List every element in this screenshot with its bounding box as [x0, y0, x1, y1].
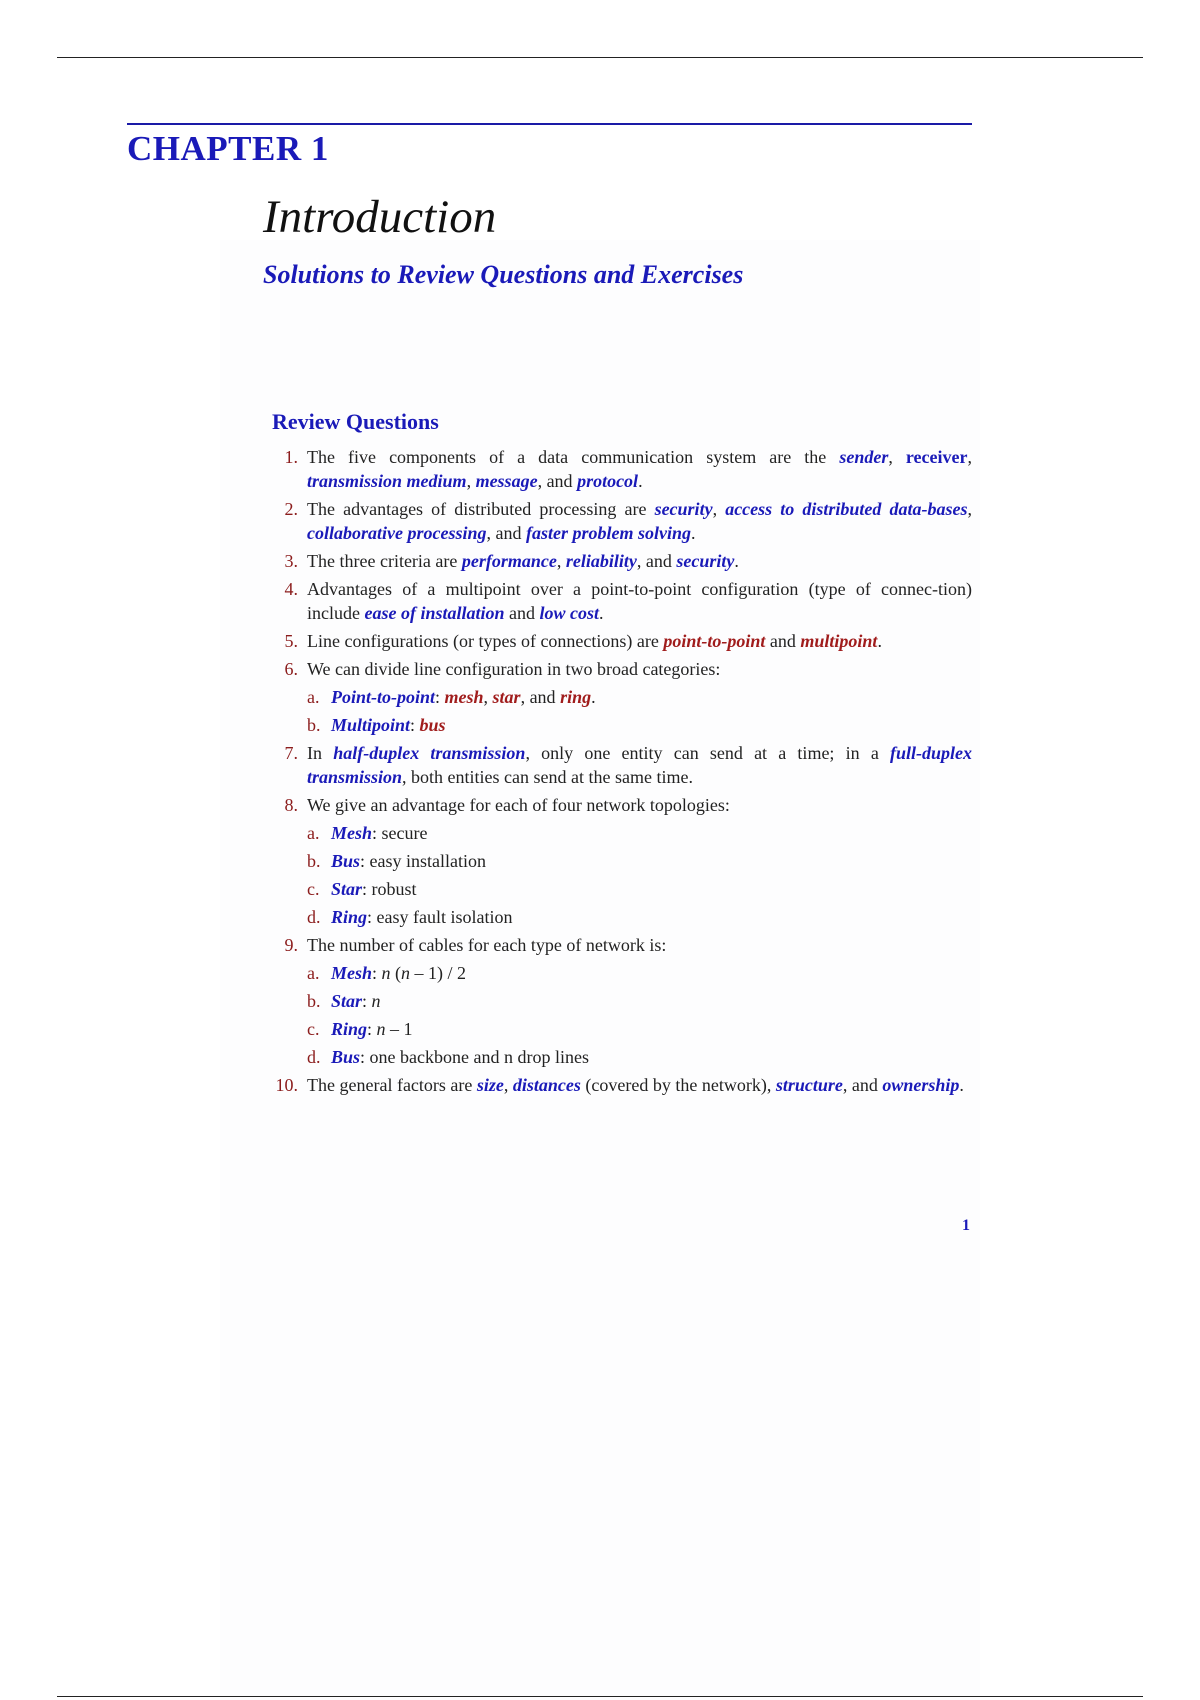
- text-run: , and: [636, 551, 677, 571]
- chapter-rule: [127, 123, 972, 125]
- term-mesh: Mesh: [331, 823, 373, 843]
- text-run: We give an advantage for each of four network topologies:: [307, 795, 730, 815]
- term-reliability: reliability: [565, 551, 637, 571]
- text-run: , and: [842, 1075, 883, 1095]
- text-run: – 1: [385, 1019, 413, 1039]
- question-text: [307, 933, 972, 957]
- text-run: (covered by the network),: [580, 1075, 776, 1095]
- text-run: In: [307, 743, 334, 763]
- sub-item: [272, 685, 972, 709]
- term-ownership: ownership: [882, 1075, 960, 1095]
- text-run: ,: [503, 1075, 513, 1095]
- term-sender: sender: [839, 447, 889, 467]
- sub-item-letter: c.: [307, 1019, 320, 1039]
- text-run: : secure: [372, 823, 428, 843]
- text-run: , and: [537, 471, 578, 491]
- question-item: [272, 741, 972, 789]
- question-item: [272, 445, 972, 493]
- question-text: [307, 629, 972, 653]
- text-run: The general factors are: [307, 1075, 477, 1095]
- term-performance: performance: [461, 551, 557, 571]
- question-text: [307, 445, 972, 493]
- text-run: : robust: [362, 879, 417, 899]
- question-text: [307, 549, 972, 573]
- question-item: [272, 629, 972, 653]
- text-run: and: [765, 631, 801, 651]
- term-structure: structure: [775, 1075, 843, 1095]
- term-collaborative-processing: collaborative processing: [307, 523, 487, 543]
- text-run: The number of cables for each type of network is:: [307, 935, 667, 955]
- text-run: – 1) / 2: [410, 963, 467, 983]
- question-item: [272, 793, 972, 817]
- sub-item-letter: b.: [307, 851, 321, 871]
- question-text: [307, 657, 972, 681]
- text-run: :: [410, 715, 420, 735]
- text-run: The five components of a data communication system are the: [307, 447, 840, 467]
- page-bottom-rule: [57, 1696, 1143, 1697]
- term-bus: bus: [419, 715, 446, 735]
- question-number: 7.: [284, 743, 298, 763]
- question-number: 3.: [284, 551, 298, 571]
- question-item: [272, 577, 972, 625]
- question-number: 10.: [275, 1075, 298, 1095]
- text-run: , and: [520, 687, 561, 707]
- term-ring: Ring: [331, 907, 368, 927]
- math-variable: n: [381, 963, 391, 983]
- sub-item-letter: a.: [307, 963, 320, 983]
- text-run: .: [734, 551, 739, 571]
- text-run: Line configurations (or types of connections) are: [307, 631, 664, 651]
- text-run: Advantages of a multipoint over a point-to-point configuration (type of connec-tion) include: [307, 579, 972, 623]
- chapter-subtitle: Solutions to Review Questions and Exercises: [263, 260, 744, 289]
- text-run: .: [599, 603, 604, 623]
- text-run: : easy installation: [360, 851, 487, 871]
- text-run: .: [959, 1075, 964, 1095]
- term-access-to-distributed-databases: access to distributed data-bases: [725, 499, 968, 519]
- section-heading: Review Questions: [272, 409, 439, 434]
- term-bus: Bus: [331, 851, 361, 871]
- sub-item: [272, 849, 972, 873]
- text-run: .: [690, 523, 696, 543]
- text-run: The advantages of distributed processing are: [307, 499, 655, 519]
- term-star: star: [492, 687, 521, 707]
- term-low-cost: low cost: [539, 603, 600, 623]
- text-run: ,: [967, 499, 973, 519]
- sub-item: [272, 877, 972, 901]
- text-run: :: [372, 963, 382, 983]
- review-question-list: [272, 445, 972, 1101]
- chapter-title: Introduction: [263, 191, 497, 243]
- sub-item: [272, 905, 972, 929]
- question-item: [272, 1073, 972, 1097]
- question-number: 4.: [284, 579, 298, 599]
- text-run: ,: [967, 447, 972, 467]
- question-number: 1.: [284, 447, 298, 467]
- sub-item: [272, 989, 972, 1013]
- term-point-to-point: Point-to-point: [331, 687, 436, 707]
- chapter-label: CHAPTER 1: [127, 129, 329, 168]
- text-run: .: [591, 687, 596, 707]
- sub-item: [272, 961, 972, 985]
- question-item: [272, 549, 972, 573]
- sub-item-letter: d.: [307, 1047, 321, 1067]
- question-number: 2.: [284, 499, 298, 519]
- text-run: :: [367, 1019, 377, 1039]
- page-top-rule: [57, 57, 1143, 58]
- sub-item: [272, 1017, 972, 1041]
- sub-item: [272, 1045, 972, 1069]
- term-bus: Bus: [331, 1047, 361, 1067]
- sub-item: [272, 821, 972, 845]
- text-run: : one backbone and n drop lines: [360, 1047, 589, 1067]
- sub-item-letter: d.: [307, 907, 321, 927]
- term-multipoint: Multipoint: [331, 715, 411, 735]
- question-item: [272, 657, 972, 681]
- question-item: [272, 933, 972, 957]
- question-number: 8.: [284, 795, 298, 815]
- text-run: ,: [712, 499, 726, 519]
- text-run: : easy fault isolation: [367, 907, 513, 927]
- sub-item-letter: a.: [307, 823, 320, 843]
- text-run: , and: [486, 523, 526, 543]
- text-run: (: [390, 963, 402, 983]
- text-run: , only one entity can send at a time; in a: [525, 743, 890, 763]
- text-run: ,: [483, 687, 493, 707]
- text-run: and: [504, 603, 540, 623]
- text-run: We can divide line configuration in two broad categories:: [307, 659, 721, 679]
- term-mesh: Mesh: [331, 963, 373, 983]
- term-message: message: [475, 471, 538, 491]
- question-number: 6.: [284, 659, 298, 679]
- page-number: 1: [962, 1217, 970, 1234]
- question-text: [307, 497, 972, 545]
- term-distances: distances: [512, 1075, 581, 1095]
- math-variable: n: [376, 1019, 386, 1039]
- term-security: security: [676, 551, 735, 571]
- term-ease-of-installation: ease of installation: [364, 603, 505, 623]
- text-run: The three criteria are: [307, 551, 462, 571]
- text-run: .: [638, 471, 643, 491]
- term-faster-problem-solving: faster problem solving: [525, 523, 691, 543]
- math-variable: n: [401, 963, 411, 983]
- term-ring: Ring: [331, 1019, 368, 1039]
- term-transmission-medium: transmission medium: [307, 471, 467, 491]
- question-number: 5.: [284, 631, 298, 651]
- question-number: 9.: [284, 935, 298, 955]
- text-run: :: [435, 687, 445, 707]
- term-star: Star: [331, 879, 363, 899]
- text-run: , both entities can send at the same time.: [402, 767, 693, 787]
- sub-item: [272, 713, 972, 737]
- sub-item-letter: c.: [307, 879, 320, 899]
- text-run: .: [877, 631, 882, 651]
- term-multipoint: multipoint: [800, 631, 878, 651]
- text-run: ,: [888, 447, 906, 467]
- term-full-duplex-transmission: full-duplex transmission: [307, 743, 973, 787]
- term-size: size: [476, 1075, 504, 1095]
- question-item: [272, 497, 972, 545]
- sub-item-letter: a.: [307, 687, 320, 707]
- question-text: [307, 1073, 972, 1097]
- term-star: Star: [331, 991, 363, 1011]
- term-point-to-point: point-to-point: [663, 631, 766, 651]
- text-run: ,: [556, 551, 566, 571]
- question-text: [307, 741, 972, 789]
- text-run: :: [362, 991, 372, 1011]
- text-run: ,: [466, 471, 476, 491]
- term-ring: ring: [560, 687, 592, 707]
- question-text: [307, 577, 972, 625]
- term-security: security: [654, 499, 713, 519]
- term-protocol: protocol: [577, 471, 639, 491]
- sub-item-letter: b.: [307, 715, 321, 735]
- term-receiver: receiver: [905, 447, 968, 467]
- term-half-duplex-transmission: half-duplex transmission: [333, 743, 526, 763]
- math-variable: n: [371, 991, 381, 1011]
- question-text: [307, 793, 972, 817]
- term-mesh: mesh: [444, 687, 484, 707]
- sub-item-letter: b.: [307, 991, 321, 1011]
